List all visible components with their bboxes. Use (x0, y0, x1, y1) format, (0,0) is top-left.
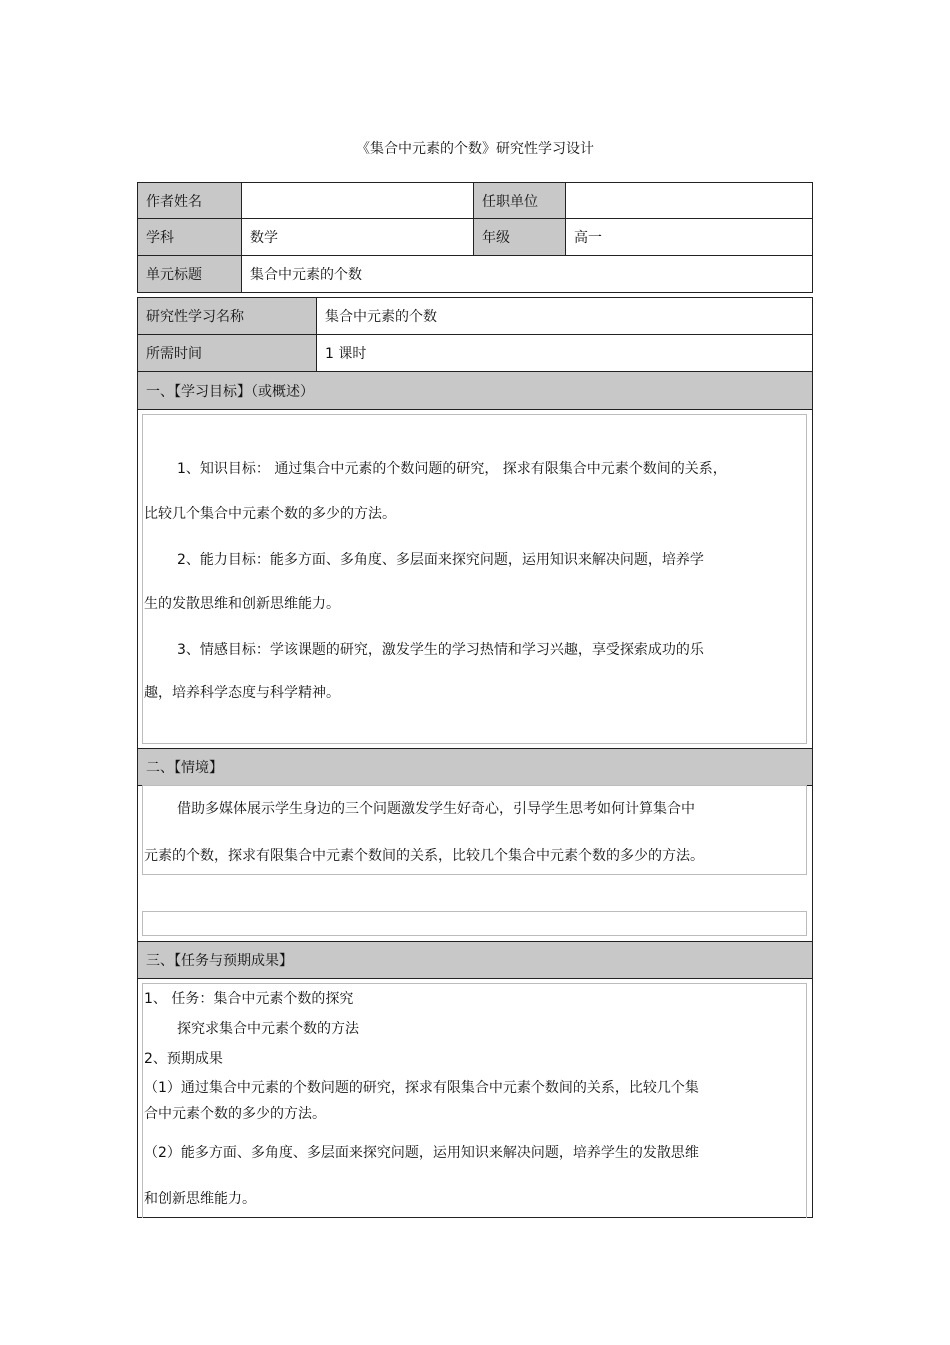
section1-line: 2、能力目标：能多方面、多角度、多层面来探究问题，运用知识来解决问题，培养学 (177, 552, 704, 568)
section3-line: 2、预期成果 (144, 1051, 223, 1067)
section1-line: 生的发散思维和创新思维能力。 (144, 596, 340, 612)
subject-value: 数学 (241, 218, 474, 256)
section3-line: 和创新思维能力。 (144, 1191, 256, 1207)
author-value (241, 182, 474, 219)
section2-line: 借助多媒体展示学生身边的三个问题激发学生好奇心，引导学生思考如何计算集合中 (177, 801, 695, 817)
page-title: 《集合中元素的个数》研究性学习设计 (356, 141, 594, 157)
section3-heading: 三、【任务与预期成果】 (137, 941, 813, 979)
topic-label: 单元标题 (137, 255, 242, 293)
study-time-label: 所需时间 (137, 334, 317, 372)
section3-line: （2）能多方面、多角度、多层面来探究问题，运用知识来解决问题，培养学生的发散思维 (144, 1145, 699, 1161)
section1-line: 趣，培养科学态度与科学精神。 (144, 685, 340, 701)
grade-value: 高一 (565, 218, 813, 256)
study-name-label: 研究性学习名称 (137, 297, 317, 335)
section3-line: 探究求集合中元素个数的方法 (177, 1021, 359, 1037)
section3-line: 合中元素个数的多少的方法。 (144, 1106, 326, 1122)
section1-line: 1、知识目标： 通过集合中元素的个数问题的研究， 探求有限集合中元素个数间的关系， (177, 461, 727, 477)
study-time-value: 1 课时 (316, 334, 813, 372)
section2-heading: 二、【情境】 (137, 748, 813, 786)
subject-label: 学科 (137, 218, 242, 256)
grade-label: 年级 (473, 218, 566, 256)
section1-line: 3、情感目标：学该课题的研究，激发学生的学习热情和学习兴趣，享受探索成功的乐 (177, 642, 704, 658)
study-name-value: 集合中元素的个数 (316, 297, 813, 335)
section2-empty-box (142, 911, 807, 936)
section1-line: 比较几个集合中元素个数的多少的方法。 (144, 506, 396, 522)
author-label: 作者姓名 (137, 182, 242, 219)
section3-line: 1、 任务：集合中元素个数的探究 (144, 991, 354, 1007)
unit-value (565, 182, 813, 219)
section2-line: 元素的个数，探求有限集合中元素个数间的关系，比较几个集合中元素个数的多少的方法。 (144, 848, 704, 864)
topic-value: 集合中元素的个数 (241, 255, 813, 293)
section3-line: （1）通过集合中元素的个数问题的研究，探求有限集合中元素个数间的关系，比较几个集 (144, 1080, 699, 1096)
section1-heading: 一、【学习目标】（或概述） (137, 371, 813, 410)
unit-label: 任职单位 (473, 182, 566, 219)
